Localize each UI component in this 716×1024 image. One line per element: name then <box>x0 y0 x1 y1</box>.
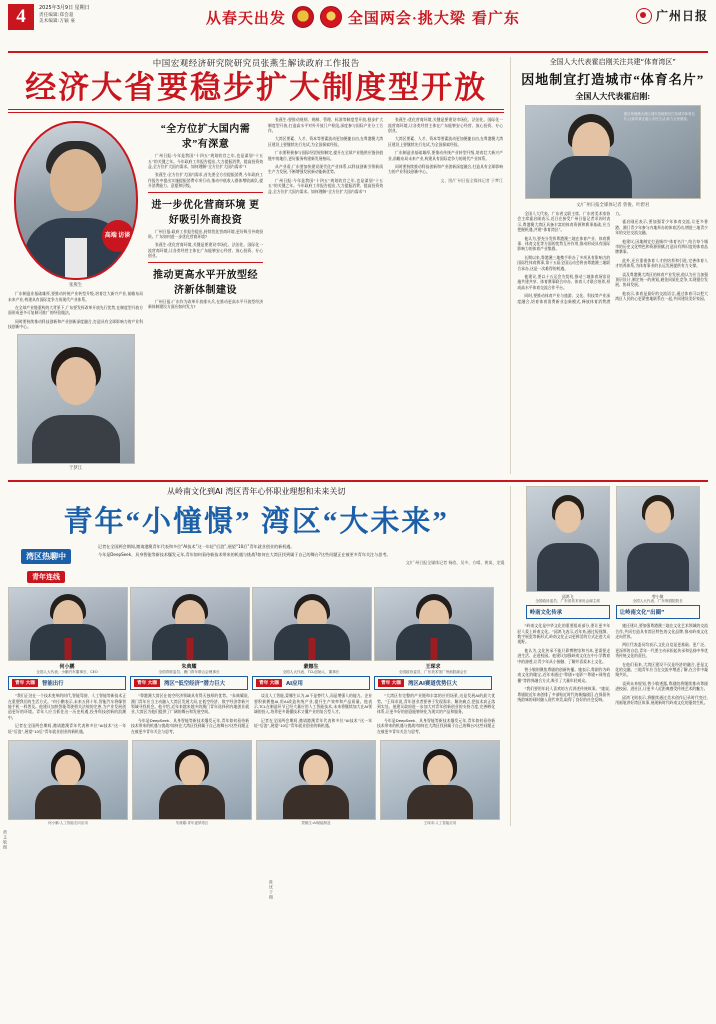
bottom-photo-cell <box>132 740 252 826</box>
secondary-photo-body <box>550 156 632 198</box>
bottom-photo-face <box>55 755 81 787</box>
secondary-subhead: 全国人大代表霍启刚: <box>575 92 651 101</box>
paragraph: 今年是DeepSeek、具身智能等新技术爆发元年,青年如何看待新技术带来的机遇与挑战?如何在大湾区找到属于自己的舞台?这些问题正在被更多青年关注与思考。 <box>98 551 391 557</box>
paragraph: 长期以来,粤港澳三地携手举办了多项具有影响力的国际性体育赛事,第十五届全国运动会将由粤港澳三地联合承办,这是一次难得的机遇。 <box>517 254 611 271</box>
paragraph: 广州日报:政府工作报告提出,持续优化营商环境,更好吸引外商投资。广东如何进一步优化营商环境? <box>148 228 263 239</box>
masthead-rule <box>8 51 708 53</box>
bottom-photo-row <box>8 740 504 826</box>
culture-guest-quote: 岭南文化传承 <box>526 605 610 619</box>
bottom-photo-body <box>35 785 101 819</box>
paragraph: 张燕生:优化营商环境,关键是要建设市场化、法治化、国际化一流营商环境,让各类经营主体在广东能够安心经营、放心投资、专心创业。 <box>388 117 503 133</box>
bottom-photo-caption: 何小鹏:人工智能走向应用 <box>48 820 88 825</box>
paragraph: 广东制造业基础雄厚,要推动传统产业转型升级,培育壮大新兴产业,前瞻布局未来产业,构建具有国际竞争力的现代产业体系。 <box>8 291 143 302</box>
culture-guest-name: 邱鸿飞 <box>561 593 574 599</box>
bottom-photo <box>8 740 128 820</box>
paragraph: 她还建议,要加强粤港澳三地在文化艺术领域的交流合作,共同打造具有湾区特色的文化品牌,推动岭南文化走向世界。 <box>615 623 708 639</box>
paragraph: 张燕生:优化营商环境,关键是要建设市场化、法治化、国际化一流营商环境,让各类经营主体在广东能够安心经营、放心投资、专心创业。 <box>148 242 263 259</box>
paragraph: 广东制造业基础雄厚,要推动传统产业转型升级,培育壮大新兴产业,前瞻布局未来产业,构建具有国际竞争力的现代产业体系。 <box>388 150 503 161</box>
masthead-slogan: 从春天出发 <box>205 10 286 27</box>
lead-headline: 经济大省要稳步扩大制度型开放 <box>25 70 488 105</box>
secondary-headline: 因地制宜打造城市“体育名片” <box>521 72 705 87</box>
paragraph: 在全球产业链重构的大背景下,广东要发挥改革开放先行优势,在制度型开放方面形成更多可复制可推广的经验做法。 <box>8 304 143 316</box>
youth-intro-text <box>90 544 504 566</box>
guest-photo <box>252 587 372 661</box>
guest-quote <box>130 676 248 690</box>
paragraph: 他表示,体育是最好的交流语言,通过体育可以把大湾区人民的心更紧密地联系在一起,共同建设美好家园。 <box>615 290 708 302</box>
guest-card <box>130 587 248 691</box>
culture-photo-row <box>517 486 708 620</box>
guest-text-row <box>8 693 504 737</box>
paragraph: 曾小敏则聚焦粤剧的创新传播。她表示,粤剧作为岭南文化的瑰宝,近年来通过“粤剧+电影”“粤剧+网络直播”等跨界融合方式,吸引了大量年轻观众。 <box>517 666 611 683</box>
culture-photo <box>616 486 700 592</box>
bottom-photo-cell <box>380 740 500 826</box>
paragraph: 记者在全国两会期间,邀请港澳青年代表和多位“AI技术”这一年轻“后浪”,展望“10后”青年就业创业的新机遇。 <box>254 717 372 729</box>
secondary-body <box>517 211 708 304</box>
paragraph: 同时要持续推动科技创新和产业创新深度融合,打造具有全球影响力的产业科技创新中心。 <box>388 163 503 175</box>
youth-byline: 文/广州日报全媒体记者 杨欣、吴多、方晴、黄岚、龙锟 <box>405 559 505 565</box>
culture-photo-body <box>537 543 599 591</box>
culture-guest-name: 曾小敏 <box>651 593 664 599</box>
bottom-photo-body <box>283 785 349 819</box>
bottom-photo-face <box>303 755 329 787</box>
interviewee-caption: 张燕生 <box>68 283 83 289</box>
national-emblem-icon <box>292 6 314 28</box>
reporter-body <box>32 415 120 463</box>
secondary-photo-caption: 文/广州日报全媒体记者 曾俊、叶碧君 <box>576 203 650 208</box>
culture-photo-body <box>627 543 689 591</box>
paragraph: 他认为,文化传承不能只靠博物馆和书本,更需要走进生活、走进校园。他建议加强岭南文化在中小学教育中的渗透,让青少年从小接触、了解并喜爱本土文化。 <box>517 647 611 664</box>
lead-rule <box>8 109 504 113</box>
paragraph: 霍启刚还表示,要加强青少年体育交流,让更多香港、澳门青少年参与内地举办的体育活动,增进三地青少年的交往交流交融。 <box>615 219 708 236</box>
culture-photo <box>526 486 610 592</box>
paragraph: 张燕生:全方位扩大国内需求,首先要全方位提振消费,今年政府工作报告中提出实施提振消费专项行动,推动中低收入群体增收减负,提升消费能力、意愿和层级。 <box>148 172 263 189</box>
guest-tag: 青年 大咖 <box>378 679 404 687</box>
page-number: 4 <box>8 4 34 30</box>
paragraph: 他建议,因地制宜打造城市“体育名片”,结合每个城市的历史文化特色和资源禀赋,打造具有辨识度的体育品牌赛事。 <box>615 238 708 255</box>
lead-kicker: 中国宏观经济研究院研究员张燕生解读政府工作报告 <box>152 59 360 69</box>
secondary-kicker: 全国人大代表霍启刚关注共建“体育湾区” <box>549 58 676 66</box>
publication-date: 2025年3月9日 星期日 <box>39 5 90 11</box>
guest-quote-text: 智能出行 <box>41 681 64 688</box>
youth-feature <box>8 486 504 826</box>
column-divider <box>148 192 263 193</box>
paragraph: 记者在全国两会期间,邀请港澳青年代表和多位“AI技术”这一年轻“后浪”,展望“10后”青年就业创业的新机遇。 <box>98 543 295 549</box>
bottom-photo-cell <box>256 740 376 826</box>
culture-photo-face <box>645 501 671 533</box>
masthead-banner <box>90 4 636 28</box>
secondary-photo <box>525 105 701 199</box>
guest-text-column <box>8 693 126 737</box>
youth-headline-part-1: 青年“小憧憬” <box>63 505 252 538</box>
editor-line-2: 美术编辑:万颖 豪 <box>39 19 76 24</box>
youth-logo-main: 湾区热聊中 <box>21 549 71 564</box>
guest-quote <box>252 676 370 690</box>
guest-photo-tie <box>187 638 194 660</box>
masthead-topic: 全国两会·挑大梁 <box>347 10 466 27</box>
bottom-photo-caption: 王琛求:人工智能应用 <box>423 820 457 825</box>
lead-text-columns <box>148 117 504 473</box>
secondary-story <box>510 57 708 474</box>
paragraph: 广东要积极参与国际经贸规则制定,提升在全球产业链供应链价值链中的地位,更好服务构建新发展格局。 <box>268 150 383 161</box>
guest-title: 全国青联委员、澳门青年联合会理事长 <box>158 669 220 674</box>
top-section <box>8 57 708 474</box>
paragraph: 大湾区要素、人才、资本等要素流动更加便捷自由,在粤港澳大湾区建设上要继续先行先试,为全国探索经验。 <box>268 136 383 147</box>
guest-tag: 青年 大咖 <box>12 679 38 687</box>
lead-text-col-1 <box>148 117 263 473</box>
culture-guest-quote: 让岭南文化“出圈” <box>616 605 700 619</box>
paragraph: 两位代表委员均表示,文化自信是更基础、更广泛、更深厚的自信,青年一代要主动承担起传承和弘扬中华优秀传统文化的责任。 <box>615 642 708 659</box>
lead-subhead-3: 推动更高水平开放型经济新体制建设 <box>153 269 258 296</box>
paragraph: 同时,要推动体育产业与旅游、文化、科技等产业深度融合,培育体育消费新业态新模式,释放体育消费潜力。 <box>517 211 623 304</box>
paragraph: 张燕生:要推动规则、规制、管理、标准等制度型开放,稳步扩大制度型开放,打造高水平对外开放门户枢纽,深度参与国际产业分工合作。 <box>268 117 383 133</box>
paper-name: 广州日报 <box>655 9 708 23</box>
bottom-photo-face <box>179 755 205 787</box>
youth-headline-part-2: 湾区“大未来” <box>260 505 449 538</box>
paragraph: 广州日报:广东作为改革开放排头兵,在推动更高水平开放型经济新体制建设方面应如何发力? <box>148 298 263 309</box>
reporter-photo <box>17 334 135 464</box>
paragraph: 广州日报:今年是我国“十四五”规划收官之年,也是谋划“十五五”的关键之年。今年政府工作报告提出,大力提振消费、提高投资效益,全方位扩大国内需求。如何理解“全方位扩大国内需求”? <box>268 177 383 194</box>
guest-text-column <box>377 693 495 737</box>
folio-meta <box>39 4 90 25</box>
paper-logo-icon <box>636 8 652 24</box>
paragraph: 在他们看来,大湾区建设不仅是经济的融合,更是文化的交融。三地青年应当在交流中增进了解,在合作中凝聚共识。 <box>615 661 708 678</box>
guest-text-column <box>254 693 372 737</box>
column-divider <box>148 262 263 263</box>
bottom-photo <box>132 740 252 820</box>
bottom-photo-body <box>407 785 473 819</box>
paragraph: 邱鸿飞则表示,将继续通过美术创作记录时代变迁,用画笔讲好湾区故事,展现新时代岭南文化的蓬勃生机。 <box>615 694 708 705</box>
lead-credit: 文、图/广州日报全媒体记者 于梦江 <box>440 177 503 183</box>
guest-title: 全国人大代表、小鹏汽车董事长、CEO <box>36 669 98 674</box>
guest-photo-tie <box>309 638 316 660</box>
youth-logo-sub: 青年连线 <box>27 571 65 583</box>
paragraph: 他建议,要以十五运会为契机,推动三地体育场馆设施共建共享、体育赛事联合申办、体育人才联合培养,形成高水平体育交流合作平台。 <box>517 274 611 290</box>
guest-photo <box>8 587 128 661</box>
guest-text-column <box>131 693 249 737</box>
paragraph: “大湾区有完整的产业链和丰富的应用场景,这是发展AI的最大优势。”王琛求说,青年创业者要善于发现需求、解决痛点,把技术真正落到实处。他建议政府进一步加大对青年创新创业的支持力度,完善孵化体系,让更多好的创意能够转化为现实的产品和服务。 <box>377 693 495 715</box>
paragraph: 记者在全国两会期间,邀请港澳青年代表和多位“AI技术”这一年轻“后浪”,展望“10后”青年就业创业的新机遇。 <box>8 723 126 734</box>
paragraph: 今年是DeepSeek、具身智能等新技术爆发元年,青年如何看待新技术带来的机遇与挑战?如何在大湾区找到属于自己的舞台?这些问题正在被更多青年关注与思考。 <box>131 717 249 734</box>
guest-photo-tie <box>431 638 438 660</box>
secondary-photo-overlay-text: 建议粤港澳大湾区城市因地制宜打造城市体育名片,让体育真正融入市民生活,助力全民健身。 <box>623 112 695 121</box>
reporter-face <box>56 357 96 405</box>
paragraph: 他认为,要充分发挥粤港澳三地在体育产业、体育赛事、体育文化等方面的优势互补作用,推动形成具有国际影响力的体育产业集群。 <box>517 235 611 252</box>
paragraph: 全国人大代表、广东省文联主席、广东省美术家协会主席霍启刚表示,近日在接受广州日报记者采访时表示,粤港澳大湾区具备丰富的体育资源和赛事基础,应当把握机遇,共建“体育湾区”。 <box>517 211 611 233</box>
culture-guest-title: 全国政协委员、广东省美术家协会副主席 <box>535 598 601 603</box>
paragraph: “我们正处在一个技术变革的时代,智能驾驶、人工智能等新技术正在重塑我们的生活方式。”何小鹏表示,未来五到十年,智能汽车将像智能手机一样普及。他建议加快智能驾驶相关法规的完善,为产业发展创造更好的环境。青年人应当抓住这一历史机遇,投身科技创新的浪潮中。 <box>8 693 126 720</box>
guest-quote-text: 湾区AI赛道优势巨大 <box>407 681 458 688</box>
lead-columns <box>8 117 504 473</box>
guest-name: 蒙娜生 <box>303 663 319 670</box>
bottom-photo-caption: 蒙娜生:AI赋能制造 <box>301 820 331 825</box>
guest-card <box>252 587 370 691</box>
guest-photo <box>374 587 494 661</box>
culture-photo-cell <box>526 486 610 620</box>
lead-subhead-1: “全方位扩大国内需求”有深意 <box>160 124 251 151</box>
left-edge-photo-credit: 黄文敏摄 <box>3 830 8 850</box>
culture-guest-title: 全国人大代表、广东粤剧院院长 <box>632 598 683 603</box>
culture-photo-face <box>555 501 581 533</box>
paragraph: 今年是DeepSeek、具身智能等新技术爆发元年,青年如何看待新技术带来的机遇与挑战?如何在大湾区找到属于自己的舞台?这些问题正在被更多青年关注与思考。 <box>377 717 495 734</box>
paragraph: 谈到未来规划,曾小敏透露,粤剧院将继续推动粤剧进校园、进社区,让更多人近距离感受传统艺术的魅力。 <box>615 680 708 692</box>
portrait-shirt <box>65 238 87 278</box>
bottom-photo-face <box>427 755 453 787</box>
paragraph: 此外,还应重视体育人才的培养和引进,完善体育人才培养体系,为体育事业的长远发展提供有力支撑。 <box>615 257 708 269</box>
lead-subhead-2: 进一步优化营商环境 更好吸引外商投资 <box>151 199 260 226</box>
folio <box>8 4 90 30</box>
guest-quote-text: 湾区“低空经济”潜力巨大 <box>163 681 225 688</box>
bottom-photo-body <box>159 785 225 819</box>
bottom-photo-caption: 朱典耀:青年逐梦湾区 <box>175 820 209 825</box>
lead-text-col-2 <box>268 117 383 473</box>
bottom-photo <box>256 740 376 820</box>
lead-portrait-column <box>8 117 143 473</box>
reporter-caption: 于梦江 <box>68 465 83 471</box>
npc-emblem-icon <box>320 6 342 28</box>
guest-title: 全国政协委员、广东美术馆广州画院副会长 <box>398 669 468 674</box>
paragraph: 谈及粤港澳大湾区的体育产业发展,他认为应当加强顶层设计,制定统一的规划,避免同质化竞争,实现错位发展、协同发展。 <box>615 271 708 288</box>
guest-photo <box>130 587 250 661</box>
guest-name: 何小鹏 <box>59 663 75 670</box>
paragraph: “岭南文化是中华文化的重要组成部分,要让更多年轻人爱上岭南文化。”邱鸿飞表示,近年来,通过短视频、数字展览等新形式,岭南文化正以更鲜活的方式走进大众视野。 <box>517 623 611 645</box>
guest-quote <box>8 676 126 690</box>
guest-card <box>374 587 492 691</box>
youth-kicker: 从岭南文化到AI 湾区青年心怀职业理想和未来关切 <box>167 486 346 496</box>
guest-tag: 青年 大咖 <box>256 679 282 687</box>
masthead <box>8 0 708 50</box>
youth-intro <box>8 544 504 583</box>
right-edge-photo-credit: 陈忧子摄 <box>269 880 274 900</box>
lead-story <box>8 57 504 474</box>
guest-tag: 青年 大咖 <box>134 679 160 687</box>
guest-photo-tie <box>65 638 72 660</box>
paragraph: 大湾区要素、人才、资本等要素流动更加便捷自由,在粤港澳大湾区建设上要继续先行先试,为全国探索经验。 <box>388 136 503 147</box>
masthead-topic-suffix: 看广东 <box>471 10 520 27</box>
paragraph: “我们要用年轻人喜欢的方式讲述传统故事。”她说,粤剧院近年来创排了多部贴近时代的新编剧目,在保留传统韵味的同时融入现代审美,取得了良好的社会反响。 <box>517 686 611 702</box>
interviewee-portrait <box>14 121 138 280</box>
guest-row <box>8 587 504 691</box>
bottom-photo-cell <box>8 740 128 826</box>
guest-name: 王琛求 <box>425 663 441 670</box>
culture-feature <box>510 486 708 826</box>
paragraph: “粤港澳大湾区在低空经济领域具有得天独厚的优势。”朱典耀说,澳门青年应当主动融入大湾区发展大局,在低空经济、数字经济等新兴领域寻找机会。他介绍,近年来越来越多的澳门青年选择到内地创业就业,大湾区为他们提供了广阔的舞台和发展空间。 <box>131 693 249 715</box>
culture-body <box>517 623 708 707</box>
guest-quote-text: AI应用 <box>285 681 303 688</box>
paper-logo <box>636 4 708 24</box>
paragraph: 谈及人工智能,蒙娜生认为,AI不是替代人,而是增强人的能力。企业要积极拥抱AI,用AI改造传统产业,提升生产效率和产品质量。他表示,TCL在制造环节已经大量应用人工智能技术,未来将继续加大在AI领域的投入,培养更多既懂技术又懂产业的复合型人才。 <box>254 693 372 715</box>
culture-photo-cell <box>616 486 700 620</box>
paragraph: 同时要持续推动科技创新和产业创新深度融合,打造具有全球影响力的产业科技创新中心。 <box>8 318 143 330</box>
youth-logo <box>8 544 84 583</box>
editor-line-1: 责任编辑:郑会超 <box>39 13 74 18</box>
guest-title: 全国人大代表、TCL创始人、董事长 <box>282 669 340 674</box>
paragraph: 从产业看,广东要加快建设现代化产业体系,以科技创新引领新质生产力发展,不断增强发展新动能新优势。 <box>268 163 383 175</box>
lead-text-col-3 <box>388 117 503 473</box>
portrait-face <box>50 149 102 211</box>
guest-quote <box>374 676 492 690</box>
lead-col-a-text <box>8 291 143 329</box>
bottom-photo <box>380 740 500 820</box>
guest-name: 朱典耀 <box>181 663 197 670</box>
lower-section <box>8 480 708 826</box>
youth-headline <box>8 499 504 540</box>
guest-card <box>8 587 126 691</box>
interview-badge: 高端 访谈 <box>102 220 134 252</box>
paragraph: 广州日报:今年是我国“十四五”规划收官之年,也是谋划“十五五”的关键之年。今年政府工作报告提出,大力提振消费、提高投资效益,全方位扩大国内需求。如何理解“全方位扩大国内需求”? <box>148 153 263 169</box>
